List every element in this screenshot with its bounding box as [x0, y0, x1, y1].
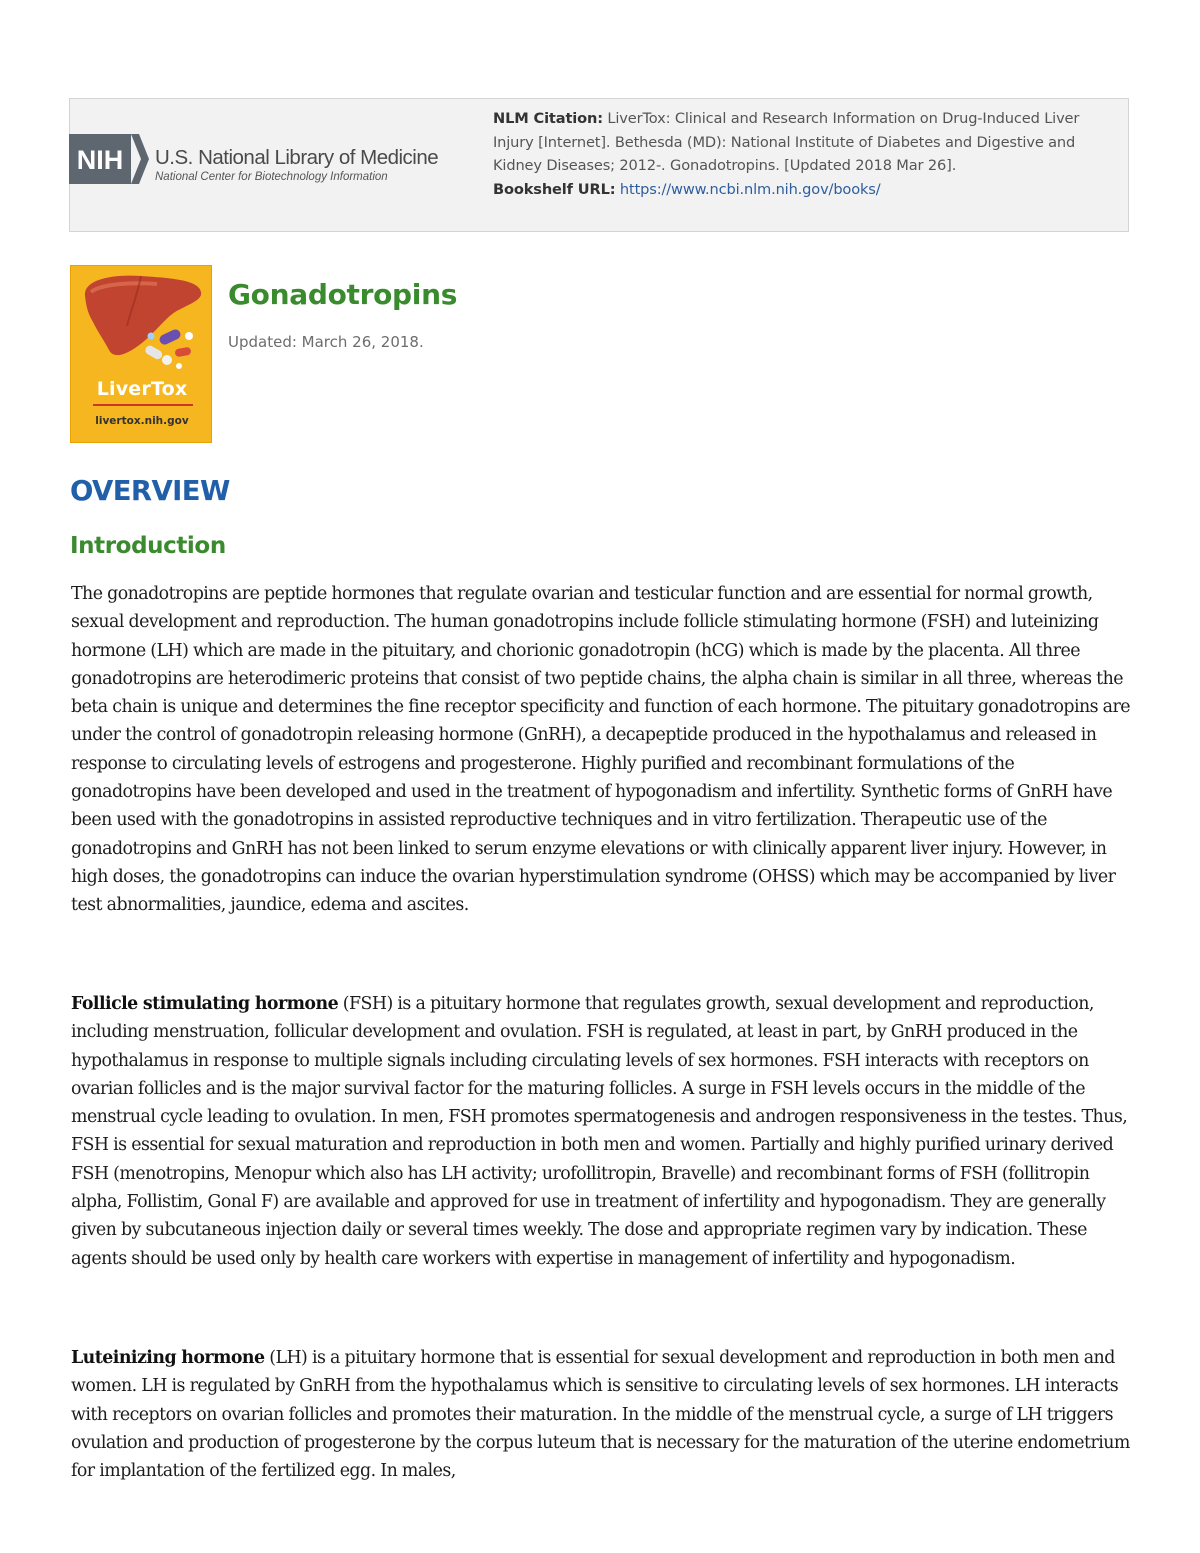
citation-text: LiverTox: Clinical and Research Information on Drug-Induced Liver Injury [Internet]. Bethesda (MD): National Institute of Diabetes and Digestive and Kidney Diseases; 2012-. Gonadotropins. [Updated 2018 Mar 26].: [493, 110, 1080, 174]
cover-title: LiverTox: [96, 378, 188, 400]
bookshelf-url-link[interactable]: https://www.ncbi.nlm.nih.gov/books/: [619, 180, 881, 198]
livertox-cover: [70, 265, 212, 443]
org-name: U.S. National Library of Medicine: [155, 146, 439, 169]
paragraph-lh: [71, 1344, 1133, 1485]
nih-logo-text: NIH: [76, 145, 124, 175]
subsection-heading-introduction: Introduction: [70, 533, 226, 559]
paragraph-fsh: [71, 990, 1133, 1273]
fsh-text: (FSH) is a pituitary hormone that regulates growth, sexual development and reproduction, including menstruation, follicular development and ovulation. FSH is regulated, at least in part, by GnRH produced in the hypothalamus in response to multiple signals including circulating levels of sex hormones. FSH interacts with receptors on ovarian follicles and is the major survival factor for the maturing follicles. A surge in FSH levels occurs in the middle of the menstrual cycle leading to ovulation. In men, FSH promotes spermatogenesis and androgen responsiveness in the testes. Thus, FSH is essential for sexual maturation and reproduction in both men and women. Partially and highly purified urinary derived FSH (menotropins, Menopur which also has LH activity; urofollitropin, Bravelle) and recombinant forms of FSH (follitropin alpha, Follistim, Gonal F) are available and approved for use in treatment of infertility and hypogonadism. They are generally given by subcutaneous injection daily or several times weekly. The dose and appropriate regimen vary by indication. These agents should be used only by health care workers with expertise in management of infertility and hypogonadism.: [71, 994, 1128, 1269]
org-subtitle: National Center for Biotechnology Information: [155, 171, 388, 183]
bookshelf-url-label: Bookshelf URL:: [493, 180, 616, 198]
nih-nlm-logo[interactable]: [69, 134, 469, 188]
paragraph-introduction: The gonadotropins are peptide hormones that regulate ovarian and testicular function and are essential for normal growth, sexual development and reproduction. The human gonadotropins include follicle stimulating hormone (FSH) and luteinizing hormone (LH) which are made in the pituitary, and chorionic gonadotropin (hCG) which is made by the placenta. All three gonadotropins are heterodimeric proteins that consist of two peptide chains, the alpha chain is similar in all three, whereas the beta chain is unique and determines the fine receptor specificity and function of each hormone. The pituitary gonadotropins are under the control of gonadotropin releasing hormone (GnRH), a decapeptide produced in the hypothalamus and released in response to circulating levels of estrogens and progesterone. Highly purified and recombinant formulations of the gonadotropins have been developed and used in the treatment of hypogonadism and infertility. Synthetic forms of GnRH have been used with the gonadotropins in assisted reproductive techniques and in vitro fertilization. Therapeutic use of the gonadotropins and GnRH has not been linked to serum enzyme elevations or with clinically apparent liver injury. However, in high doses, the gonadotropins can induce the ovarian hyperstimulation syndrome (OHSS) which may be accompanied by liver test abnormalities, jaundice, edema and ascites.: [71, 584, 1130, 916]
liver-illustration-icon: [71, 266, 212, 378]
section-heading-overview: OVERVIEW: [70, 475, 230, 507]
fsh-term: Follicle stimulating hormone: [71, 994, 339, 1014]
updated-date: Updated: March 26, 2018.: [228, 333, 424, 351]
nih-logo-icon: [69, 134, 149, 184]
citation-text-block: [493, 107, 1118, 201]
cover-divider: [93, 404, 193, 406]
lh-term: Luteinizing hormone: [71, 1348, 265, 1368]
cover-url: livertox.nih.gov: [95, 415, 189, 427]
citation-label: NLM Citation:: [493, 110, 603, 127]
page-title: Gonadotropins: [228, 278, 458, 311]
lh-text: (LH) is a pituitary hormone that is essential for sexual development and reproduction in both men and women. LH is regulated by GnRH from the hypothalamus which is sensitive to circulating levels of sex hormones. LH interacts with receptors on ovarian follicles and promotes their maturation. In the middle of the menstrual cycle, a surge of LH triggers ovulation and production of progesterone by the corpus luteum that is necessary for the maturation of the uterine endometrium for implantation of the fertilized egg. In males,: [71, 1348, 1130, 1482]
